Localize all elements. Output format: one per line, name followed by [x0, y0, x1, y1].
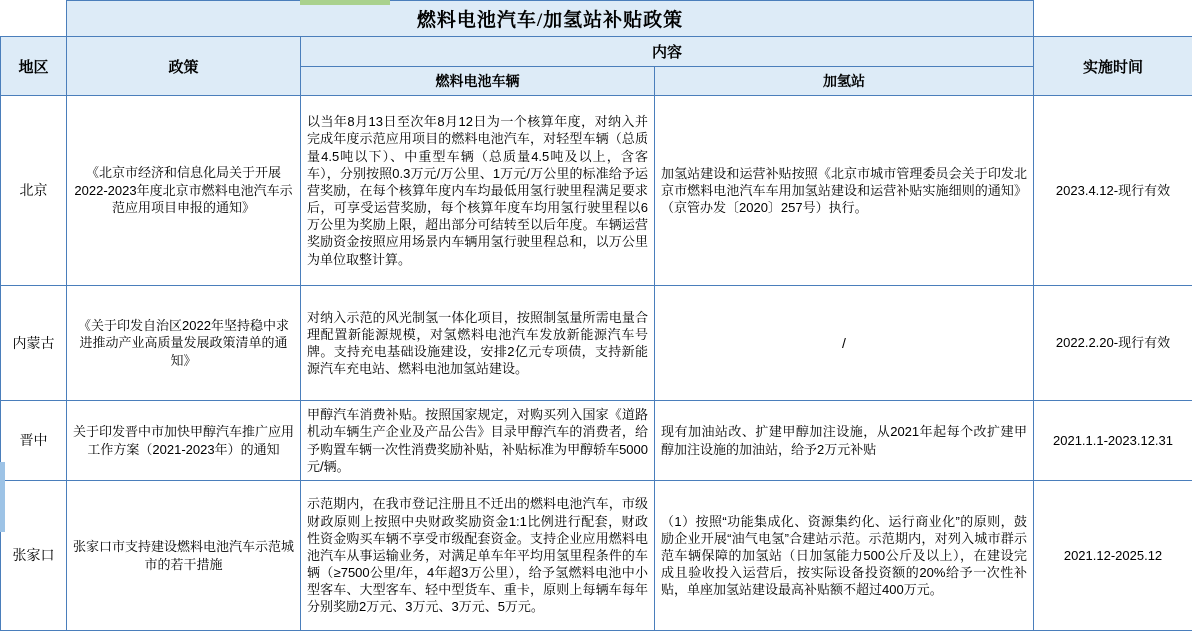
row-vehicle-content: 对纳入示范的风光制氢一体化项目，按照制氢量所需电量合理配置新能源规模，对氢燃料电池汽车发放新能源汽车号牌。支持充电基础设施建设，安排2亿元专项债，支持新能源汽车充电站、燃料电池加氢站建设。 — [301, 286, 655, 401]
table-row — [1, 401, 1192, 481]
row-date: 2023.4.12-现行有效 — [1034, 96, 1192, 286]
row-date: 2021.1.1-2023.12.31 — [1034, 401, 1192, 481]
table-row — [1, 481, 1192, 631]
row-station-content: 加氢站建设和运营补贴按照《北京市城市管理委员会关于印发北京市燃料电池汽车车用加氢站建设和运营补贴实施细则的通知》（京管办发〔2020〕257号）执行。 — [655, 96, 1034, 286]
header-policy: 政策 — [67, 37, 301, 96]
row-station-content: （1）按照“功能集成化、资源集约化、运行商业化”的原则，鼓励企业开展“油气电氢”合建站示范。示范期内，对列入城市群示范车辆保障的加氢站（日加氢能力500公斤及以上），在建设完成且验收投入运营后，按实际设备投资额的20%给予一次性补贴，单座加氢站建设最高补贴额不超过400万元。 — [655, 481, 1034, 631]
row-policy: 关于印发晋中市加快甲醇汽车推广应用工作方案（2021-2023年）的通知 — [67, 401, 301, 481]
row-policy: 张家口市支持建设燃料电池汽车示范城市的若干措施 — [67, 481, 301, 631]
table-row — [1, 286, 1192, 401]
row-region: 张家口 — [1, 481, 67, 631]
blue-marker — [0, 462, 5, 532]
row-date: 2022.2.20-现行有效 — [1034, 286, 1192, 401]
table-row — [1, 96, 1192, 286]
table-title-row — [1, 1, 1192, 37]
title-right-spacer — [1034, 1, 1192, 37]
row-vehicle-content: 甲醇汽车消费补贴。按照国家规定，对购买列入国家《道路机动车辆生产企业及产品公告》目录甲醇汽车的消费者，给予购置车辆一次性消费奖励补贴，补贴标准为甲醇轿车5000元/辆。 — [301, 401, 655, 481]
row-policy: 《北京市经济和信息化局关于开展2022-2023年度北京市燃料电池汽车示范应用项目申报的通知》 — [67, 96, 301, 286]
title-left-spacer — [1, 1, 67, 37]
row-station-content: 现有加油站改、扩建甲醇加注设施，从2021年起每个改扩建甲醇加注设施的加油站，给予2万元补贴 — [655, 401, 1034, 481]
header-content-vehicle: 燃料电池车辆 — [301, 67, 655, 96]
green-marker — [300, 0, 390, 5]
header-content-station: 加氢站 — [655, 67, 1034, 96]
row-date: 2021.12-2025.12 — [1034, 481, 1192, 631]
header-row-primary — [1, 37, 1192, 67]
header-date: 实施时间 — [1034, 37, 1192, 96]
row-station-content: / — [655, 286, 1034, 401]
row-region: 北京 — [1, 96, 67, 286]
row-region: 内蒙古 — [1, 286, 67, 401]
header-content: 内容 — [301, 37, 1034, 67]
row-vehicle-content: 以当年8月13日至次年8月12日为一个核算年度，对纳入并完成年度示范应用项目的燃料电池汽车，对轻型车辆（总质量4.5吨以下）、中重型车辆（总质量4.5吨及以上，含客车），分别按照0.3万元/万公里、1万元/万公里的标准给予运营奖励，在每个核算年度内车均最低用氢行驶里程满足要求后，可享受运营奖励，每个核算年度车均用氢行驶里程以6万公里为奖励上限，超出部分可结转至以后年度。车辆运营奖励资金按照应用场景内车辆用氢行驶里程总和，以万公里为单位取整计算。 — [301, 96, 655, 286]
row-region: 晋中 — [1, 401, 67, 481]
header-region: 地区 — [1, 37, 67, 96]
row-vehicle-content: 示范期内，在我市登记注册且不迁出的燃料电池汽车，市级财政原则上按照中央财政奖励资金1:1比例进行配套，财政性资金购买车辆不享受市级配套资金。支持企业应用燃料电池汽车从事运输业务，对满足单车年平均用氢里程条件的车辆（≥7500公里/年，4年超3万公里），给予氢燃料电池中小型客车、大型客车、轻中型货车、重卡，原则上每辆车每年分别奖励2万元、3万元、3万元、5万元。 — [301, 481, 655, 631]
row-policy: 《关于印发自治区2022年坚持稳中求进推动产业高质量发展政策清单的通知》 — [67, 286, 301, 401]
document-title: 燃料电池汽车/加氢站补贴政策 — [67, 1, 1034, 37]
